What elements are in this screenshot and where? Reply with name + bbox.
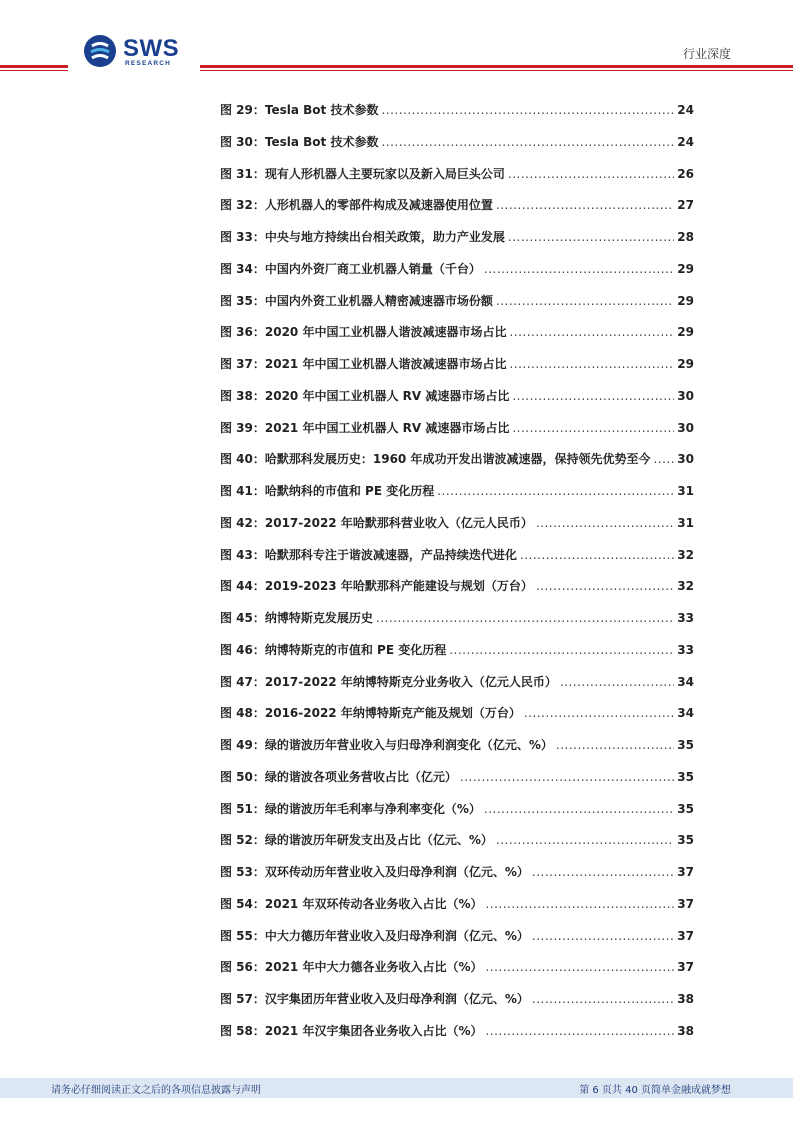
toc-entry-title: 图 53：双环传动历年营业收入及归母净利润（亿元、%）	[220, 865, 529, 879]
toc-entry-page: 38	[677, 992, 694, 1006]
page-footer	[0, 1078, 793, 1098]
toc-entry[interactable]	[220, 354, 694, 386]
toc-entry[interactable]	[220, 862, 694, 894]
toc-entry[interactable]	[220, 957, 694, 989]
toc-dot-leader	[496, 291, 674, 311]
toc-entry-page: 30	[677, 420, 694, 435]
toc-entry[interactable]	[220, 894, 694, 926]
header-rule-left	[0, 65, 68, 73]
toc-entry[interactable]	[220, 100, 694, 132]
toc-entry[interactable]	[220, 418, 694, 450]
page-header	[0, 0, 793, 80]
toc-entry[interactable]	[220, 164, 694, 196]
toc-dot-leader	[484, 799, 674, 819]
toc-dot-leader	[381, 132, 674, 152]
toc-dot-leader	[485, 894, 674, 914]
figure-list	[220, 100, 694, 1053]
toc-entry-page: 35	[677, 769, 694, 784]
toc-entry-page: 32	[677, 547, 694, 562]
toc-entry-title: 图 30：Tesla Bot 技术参数	[220, 134, 379, 149]
toc-dot-leader	[536, 513, 674, 533]
toc-entry[interactable]	[220, 767, 694, 799]
toc-entry-page: 24	[677, 134, 694, 149]
toc-entry-title: 图 40：哈默那科发展历史：1960 年成功开发出谐波减速器，保持领先优势至今	[220, 452, 651, 467]
toc-entry-title: 图 52：绿的谐波历年研发支出及占比（亿元、%）	[220, 833, 493, 848]
toc-dot-leader	[449, 640, 674, 660]
toc-entry[interactable]	[220, 513, 694, 545]
toc-dot-leader	[520, 545, 674, 565]
toc-entry-page: 31	[677, 484, 694, 498]
toc-dot-leader	[376, 608, 674, 628]
toc-dot-leader	[509, 322, 674, 342]
toc-entry[interactable]	[220, 322, 694, 354]
logo-text: SWS	[123, 35, 180, 62]
toc-entry-page: 37	[677, 865, 694, 879]
toc-entry-page: 35	[677, 833, 694, 848]
toc-dot-leader	[556, 735, 674, 755]
toc-entry[interactable]	[220, 227, 694, 259]
toc-entry-title: 图 49：绿的谐波历年营业收入与归母净利润变化（亿元、%）	[220, 738, 553, 752]
toc-entry[interactable]	[220, 545, 694, 577]
toc-entry[interactable]	[220, 449, 694, 481]
toc-entry-title: 图 41：哈默纳科的市值和 PE 变化历程	[220, 484, 435, 498]
toc-entry-title: 图 46：纳博特斯克的市值和 PE 变化历程	[220, 642, 447, 657]
toc-entry-page: 29	[677, 325, 694, 340]
toc-entry-title: 图 39：2021 年中国工业机器人 RV 减速器市场占比	[220, 420, 510, 435]
toc-dot-leader	[512, 418, 674, 438]
toc-dot-leader	[508, 227, 674, 247]
toc-entry-title: 图 36：2020 年中国工业机器人谐波减速器市场占比	[220, 325, 507, 340]
footer-disclaimer: 请务必仔细阅读正文之后的各项信息披露与声明	[51, 1085, 261, 1096]
toc-entry-title: 图 51：绿的谐波历年毛利率与净利率变化（%）	[220, 801, 481, 816]
toc-dot-leader	[508, 164, 674, 184]
toc-entry-page: 37	[677, 960, 694, 975]
toc-entry-title: 图 58：2021 年汉宇集团各业务收入占比（%）	[220, 1023, 483, 1038]
toc-dot-leader	[496, 195, 674, 215]
toc-entry[interactable]	[220, 386, 694, 418]
toc-entry-page: 38	[677, 1023, 694, 1038]
toc-dot-leader	[460, 767, 674, 787]
toc-entry-title: 图 43：哈默那科专注于谐波减速器，产品持续迭代进化	[220, 547, 517, 562]
toc-entry-title: 图 33：中央与地方持续出台相关政策，助力产业发展	[220, 230, 505, 244]
toc-entry[interactable]	[220, 799, 694, 831]
toc-dot-leader	[484, 259, 674, 279]
toc-entry-page: 33	[677, 642, 694, 657]
footer-page-info: 第 6 页共 40 页简单金融成就梦想	[579, 1085, 731, 1096]
toc-entry-title: 图 38：2020 年中国工业机器人 RV 减速器市场占比	[220, 388, 510, 403]
toc-dot-leader	[496, 830, 674, 850]
toc-dot-leader	[532, 926, 674, 946]
toc-entry-page: 26	[677, 166, 694, 181]
toc-entry-title: 图 54：2021 年双环传动各业务收入占比（%）	[220, 896, 483, 911]
toc-entry[interactable]	[220, 608, 694, 640]
toc-entry-title: 图 56：2021 年中大力德各业务收入占比（%）	[220, 960, 483, 975]
toc-entry-page: 31	[677, 515, 694, 530]
toc-entry-page: 28	[677, 230, 694, 244]
toc-dot-leader	[509, 354, 674, 374]
toc-entry[interactable]	[220, 735, 694, 767]
toc-dot-leader	[532, 989, 674, 1009]
toc-entry-page: 30	[677, 452, 694, 467]
toc-dot-leader	[653, 449, 674, 469]
toc-entry[interactable]	[220, 576, 694, 608]
toc-entry-title: 图 34：中国内外资厂商工业机器人销量（千台）	[220, 261, 481, 276]
toc-entry-page: 29	[677, 293, 694, 308]
toc-entry-page: 34	[677, 706, 694, 721]
toc-entry-title: 图 31：现有人形机器人主要玩家以及新入局巨头公司	[220, 166, 505, 181]
toc-dot-leader	[381, 100, 674, 120]
toc-entry[interactable]	[220, 291, 694, 323]
toc-entry-page: 34	[677, 674, 694, 689]
toc-entry-title: 图 44：2019-2023 年哈默那科产能建设与规划（万台）	[220, 579, 533, 594]
report-type-tag: 行业深度	[682, 47, 731, 61]
toc-entry-page: 24	[677, 103, 694, 117]
toc-dot-leader	[512, 386, 674, 406]
toc-entry-page: 32	[677, 579, 694, 594]
toc-dot-leader	[532, 862, 674, 882]
toc-dot-leader	[560, 672, 674, 692]
toc-entry-title: 图 48：2016-2022 年纳博特斯克产能及规划（万台）	[220, 706, 521, 721]
toc-entry-title: 图 45：纳博特斯克发展历史	[220, 611, 373, 625]
toc-entry[interactable]	[220, 703, 694, 735]
toc-entry-page: 29	[677, 261, 694, 276]
toc-entry[interactable]	[220, 926, 694, 958]
toc-entry[interactable]	[220, 195, 694, 227]
toc-dot-leader	[536, 576, 674, 596]
header-rule-right	[200, 65, 793, 73]
toc-entry-title: 图 42：2017-2022 年哈默那科营业收入（亿元人民币）	[220, 515, 533, 530]
toc-dot-leader	[485, 957, 674, 977]
toc-entry-page: 33	[677, 611, 694, 625]
toc-entry[interactable]	[220, 481, 694, 513]
toc-entry-page: 35	[677, 801, 694, 816]
sws-logo	[83, 34, 203, 70]
toc-entry-title: 图 37：2021 年中国工业机器人谐波减速器市场占比	[220, 357, 507, 371]
toc-entry[interactable]	[220, 672, 694, 704]
toc-entry-title: 图 55：中大力德历年营业收入及归母净利润（亿元、%）	[220, 928, 529, 943]
toc-entry-title: 图 57：汉宇集团历年营业收入及归母净利润（亿元、%）	[220, 992, 529, 1006]
toc-entry-title: 图 47：2017-2022 年纳博特斯克分业务收入（亿元人民币）	[220, 674, 557, 689]
toc-entry-title: 图 32：人形机器人的零部件构成及减速器使用位置	[220, 198, 493, 213]
toc-dot-leader	[524, 703, 674, 723]
toc-entry-title: 图 50：绿的谐波各项业务营收占比（亿元）	[220, 769, 457, 784]
toc-entry[interactable]	[220, 640, 694, 672]
toc-entry-page: 30	[677, 388, 694, 403]
toc-entry[interactable]	[220, 989, 694, 1021]
toc-entry-page: 37	[677, 896, 694, 911]
toc-entry-title: 图 35：中国内外资工业机器人精密减速器市场份额	[220, 293, 493, 308]
logo-subtext: RESEARCH	[125, 60, 172, 67]
toc-entry-page: 37	[677, 928, 694, 943]
toc-entry-page: 27	[677, 198, 694, 213]
toc-entry-page: 29	[677, 357, 694, 371]
toc-dot-leader	[485, 1021, 674, 1041]
toc-entry-page: 35	[677, 738, 694, 752]
toc-entry[interactable]	[220, 830, 694, 862]
toc-entry[interactable]	[220, 132, 694, 164]
sws-logo-icon	[83, 34, 117, 68]
toc-entry[interactable]	[220, 1021, 694, 1053]
toc-entry-title: 图 29：Tesla Bot 技术参数	[220, 103, 379, 117]
toc-dot-leader	[437, 481, 674, 501]
toc-entry[interactable]	[220, 259, 694, 291]
